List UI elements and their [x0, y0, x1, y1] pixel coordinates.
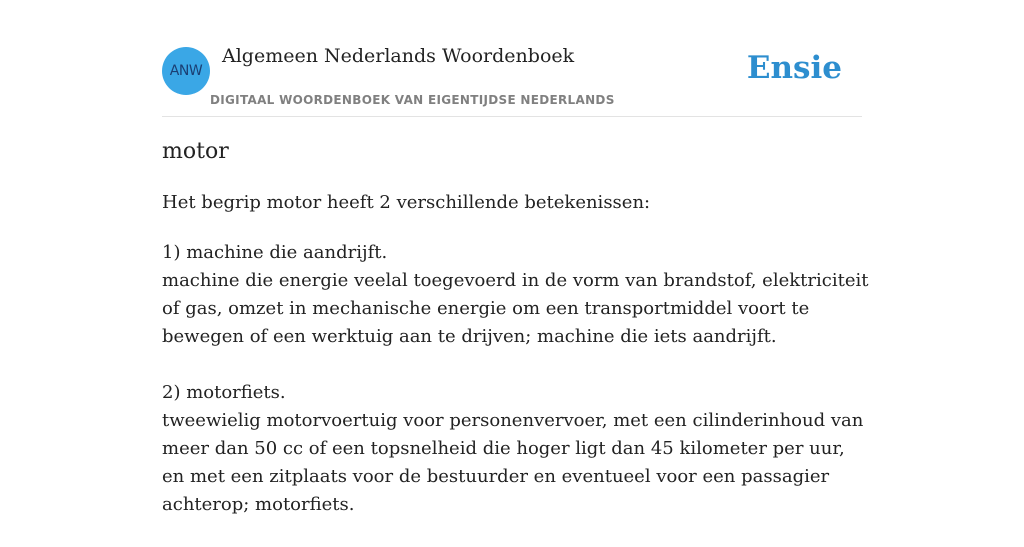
- page: [162, 0, 869, 515]
- anw-logo-text: ANW: [169, 63, 203, 79]
- meaning-2: [162, 379, 872, 519]
- meanings-list: [162, 239, 872, 547]
- meaning-2-text: tweewielig motorvoertuig voor personenvervoer, met een cilinderinhoud van meer dan 50 cc of een topsnelheid die hoger ligt dan 45 kilometer per uur, en met een zitplaats voor de bestuurder en eventueel voor een passagier achterop; motorfiets.: [162, 410, 864, 515]
- site-subtitle: DIGITAAL WOORDENBOEK VAN EIGENTIJDSE NEDERLANDS: [210, 93, 615, 107]
- entry-title: motor: [162, 139, 229, 164]
- header: [162, 0, 862, 117]
- anw-logo[interactable]: [162, 47, 210, 95]
- meaning-1-text: machine die energie veelal toegevoerd in de vorm van brandstof, elektriciteit of gas, omzet in mechanische energie om een transportmiddel voort te bewegen of een werktuig aan te drijven; machine die iets aandrijft.: [162, 270, 869, 347]
- site-title[interactable]: Algemeen Nederlands Woordenboek: [222, 45, 575, 67]
- ensie-logo[interactable]: Ensie: [746, 50, 842, 86]
- meaning-2-heading: 2) motorfiets.: [162, 382, 286, 403]
- entry-intro: Het begrip motor heeft 2 verschillende betekenissen:: [162, 192, 651, 213]
- meaning-1-heading: 1) machine die aandrijft.: [162, 242, 388, 263]
- meaning-1: [162, 239, 872, 351]
